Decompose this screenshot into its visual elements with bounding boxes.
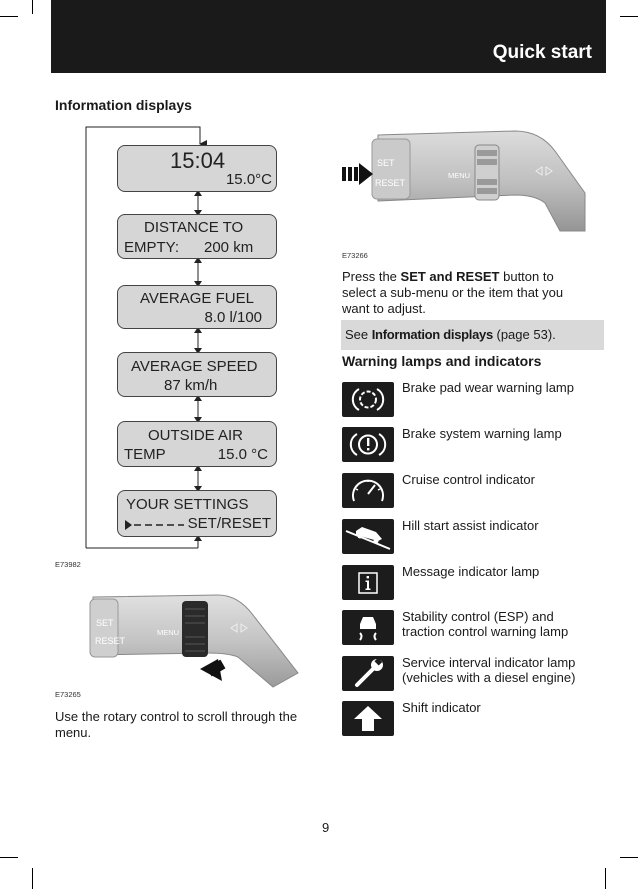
service-interval-label [402,655,602,685]
stability-control-label-line1: Stability control (ESP) and [402,609,554,624]
message-indicator-icon [342,565,394,600]
figure-code-stalk-left: E73265 [55,690,81,699]
flow-box-average-fuel [117,285,277,329]
flow-box-clock [117,145,277,192]
stability-control-icon [342,610,394,645]
avg-speed-value: 87 km/h [164,377,218,394]
crop-mark [32,868,33,889]
cross-reference-note [341,320,604,350]
flow-box-average-speed [117,352,277,397]
cruise-control-icon [342,473,394,508]
cruise-control-label: Cruise control indicator [402,472,535,487]
stability-control-label-line2: traction control warning lamp [402,624,569,639]
service-wrench-icon [342,656,394,691]
stalk-right-set-label: SET [377,158,395,168]
hill-start-assist-icon [342,519,394,554]
right-instruction-post: button to [499,269,554,284]
right-instruction [342,269,604,317]
flow-box-your-settings [117,490,277,537]
outside-label: TEMP [124,446,166,463]
service-interval-label-line2: (vehicles with a diesel engine) [402,670,576,685]
settings-line1: YOUR SETTINGS [126,496,249,513]
crop-mark [620,857,638,858]
brake-system-label: Brake system warning lamp [402,426,562,441]
service-interval-label-line1: Service interval indicator lamp [402,655,576,670]
shift-indicator-label: Shift indicator [402,700,481,715]
dte-label: EMPTY: [124,239,180,256]
flow-connectors [0,0,320,560]
set-reset-bold: SET and RESET [400,269,500,284]
avg-fuel-line1: AVERAGE FUEL [140,290,254,307]
right-instruction-pre: Press the [342,269,401,284]
crop-mark [605,868,606,889]
figure-code-flow: E73982 [55,560,81,569]
stalk-set-label: SET [96,618,114,628]
brake-pad-wear-label: Brake pad wear warning lamp [402,380,574,395]
stalk-reset-label: RESET [95,636,126,646]
avg-speed-line1: AVERAGE SPEED [131,358,258,375]
right-instruction-line2: select a sub-menu or the item that you [342,285,564,300]
clock-temp: 15.0°C [225,171,272,188]
stalk-menu-label: MENU [157,628,180,637]
dte-value: 200 km [204,239,254,256]
avg-fuel-value: 8.0 l/100 [204,309,262,326]
clock-time: 15:04 [170,148,226,173]
note-pre: See [345,327,372,342]
header-title: Quick start [492,42,592,63]
hill-start-assist-label: Hill start assist indicator [402,518,539,533]
stability-control-label [402,609,602,639]
right-instruction-line3: want to adjust. [342,301,426,316]
stalk-right-menu-label: MENU [448,171,471,180]
message-indicator-label: Message indicator lamp [402,564,540,579]
settings-line2: SET/RESET [187,515,271,532]
outside-line1: OUTSIDE AIR [148,427,244,444]
page-number: 9 [322,820,330,835]
left-instruction: Use the rotary control to scroll through the menu. [55,709,298,740]
figure-code-stalk-right: E73266 [342,251,368,260]
warning-lamps-title: Warning lamps and indicators [342,353,542,369]
flow-box-distance-to-empty [117,214,277,259]
crop-mark [620,16,638,17]
note-post: (page 53). [492,327,556,342]
flow-box-outside-air [117,421,277,467]
brake-pad-wear-icon [342,382,394,417]
outside-value: 15.0 °C [217,446,268,463]
brake-system-icon [342,427,394,462]
dte-line1: DISTANCE TO [144,219,244,236]
crop-mark [0,857,18,858]
stalk-right-reset-label: RESET [375,178,406,188]
settings-pointer-icon [125,519,185,531]
note-link[interactable]: Information displays [371,327,493,342]
shift-indicator-icon [342,701,394,736]
section-title: Information displays [55,97,192,113]
